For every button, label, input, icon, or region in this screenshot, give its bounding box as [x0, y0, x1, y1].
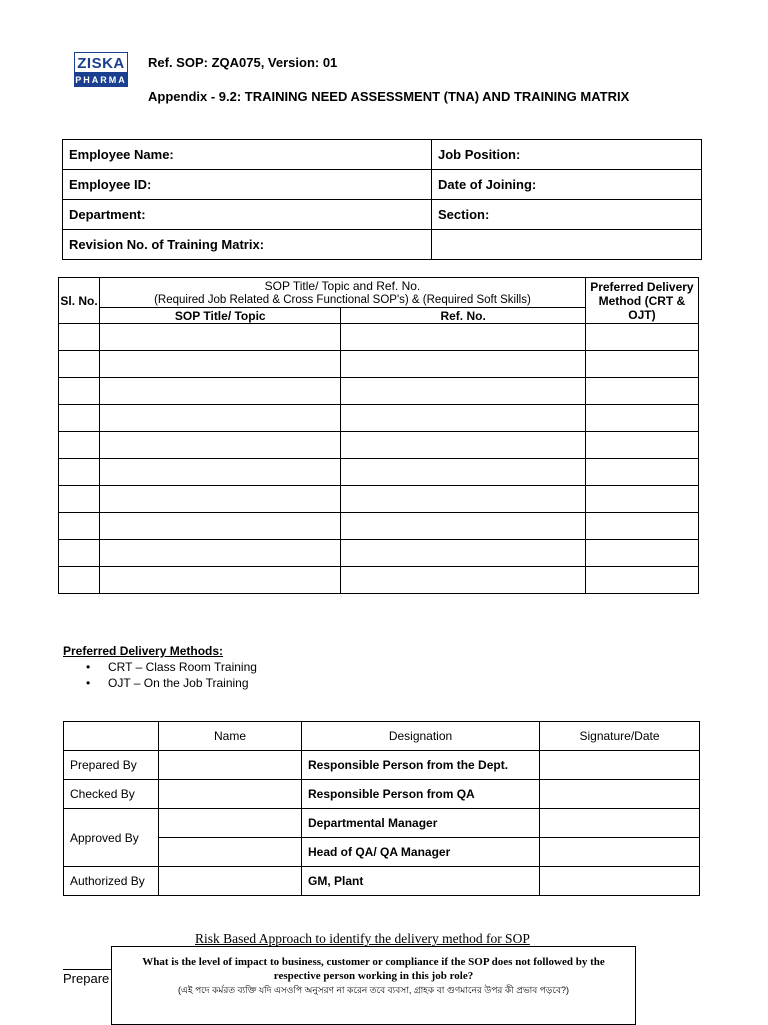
- delivery-methods-heading: Preferred Delivery Methods:: [63, 644, 224, 658]
- approval-table: [63, 721, 700, 896]
- bullet: •: [86, 676, 91, 690]
- prepared-by-designation: Responsible Person from the Dept.: [302, 751, 540, 780]
- authorized-by-designation: GM, Plant: [302, 867, 540, 896]
- topic-header: [100, 278, 586, 308]
- revision-value: [432, 230, 702, 260]
- approved-by-label: Approved By: [64, 809, 159, 867]
- revision-label: Revision No. of Training Matrix:: [63, 230, 432, 260]
- risk-question-bengali: (এই পদে কর্মরত ব্যক্তি যদি এসওপি অনুসরণ না করেন তবে ব্যবসা, গ্রাহক বা গুণমানের উপর কী প্রভাব পড়বে?): [178, 985, 569, 995]
- table-row: [59, 567, 699, 594]
- table-row: [59, 378, 699, 405]
- bullet: •: [86, 660, 91, 674]
- prepared-by-signature: [540, 751, 700, 780]
- ref-no-col: Ref. No.: [341, 308, 585, 324]
- table-row: [59, 351, 699, 378]
- checked-by-label: Checked By: [64, 780, 159, 809]
- table-row: [59, 324, 699, 351]
- list-item: [86, 660, 257, 674]
- logo-sub: PHARMA: [75, 75, 127, 85]
- employee-info-table: [62, 139, 702, 260]
- delivery-item-crt: CRT – Class Room Training: [108, 660, 257, 674]
- employee-id-label: Employee ID:: [63, 170, 432, 200]
- topic-header-sub: (Required Job Related & Cross Functional SOP's) & (Required Soft Skills): [154, 293, 531, 306]
- approved-by-signature-1: [540, 809, 700, 838]
- risk-question: What is the level of impact to business, customer or compliance if the SOP does not followed by the respective person working in this job role?: [142, 956, 605, 982]
- approved-by-designation-1: Departmental Manager: [302, 809, 540, 838]
- delivery-item-ojt: OJT – On the Job Training: [108, 676, 249, 690]
- table-row: [59, 486, 699, 513]
- name-header: Name: [159, 722, 302, 751]
- logo-brand: ZISKA: [74, 52, 128, 73]
- risk-title: Risk Based Approach to identify the delivery method for SOP: [195, 931, 530, 946]
- approved-by-name-2: [159, 838, 302, 867]
- signature-header: Signature/Date: [540, 722, 700, 751]
- date-of-joining-label: Date of Joining:: [432, 170, 702, 200]
- approved-by-designation-2: Head of QA/ QA Manager: [302, 838, 540, 867]
- delivery-method-header: Preferred Delivery Method (CRT & OJT): [585, 278, 698, 324]
- section-label: Section:: [432, 200, 702, 230]
- page-title: Appendix - 9.2: TRAINING NEED ASSESSMENT (TNA) AND TRAINING MATRIX: [148, 89, 630, 104]
- authorized-by-signature: [540, 867, 700, 896]
- table-row: [59, 459, 699, 486]
- job-position-label: Job Position:: [432, 140, 702, 170]
- approved-by-name-1: [159, 809, 302, 838]
- department-label: Department:: [63, 200, 432, 230]
- checked-by-signature: [540, 780, 700, 809]
- list-item: [86, 676, 249, 690]
- designation-header: Designation: [302, 722, 540, 751]
- divider: [63, 969, 111, 970]
- risk-question-box: [111, 946, 636, 1025]
- sop-reference: Ref. SOP: ZQA075, Version: 01: [148, 55, 338, 70]
- sop-title-col: SOP Title/ Topic: [100, 308, 341, 324]
- sl-no-header: Sl. No.: [59, 278, 100, 324]
- prepared-by-label: Prepared By: [64, 751, 159, 780]
- table-row: [59, 513, 699, 540]
- employee-name-label: Employee Name:: [63, 140, 432, 170]
- checked-by-name: [159, 780, 302, 809]
- authorized-by-label: Authorized By: [64, 867, 159, 896]
- training-matrix-table: [58, 277, 699, 594]
- approval-blank-header: [64, 722, 159, 751]
- company-logo: [74, 52, 128, 88]
- prepared-by-name: [159, 751, 302, 780]
- checked-by-designation: Responsible Person from QA: [302, 780, 540, 809]
- authorized-by-name: [159, 867, 302, 896]
- prepared-partial-label: Prepare: [63, 971, 110, 986]
- approved-by-signature-2: [540, 838, 700, 867]
- table-row: [59, 432, 699, 459]
- topic-header-title: SOP Title/ Topic and Ref. No.: [264, 278, 421, 293]
- table-row: [59, 540, 699, 567]
- table-row: [59, 405, 699, 432]
